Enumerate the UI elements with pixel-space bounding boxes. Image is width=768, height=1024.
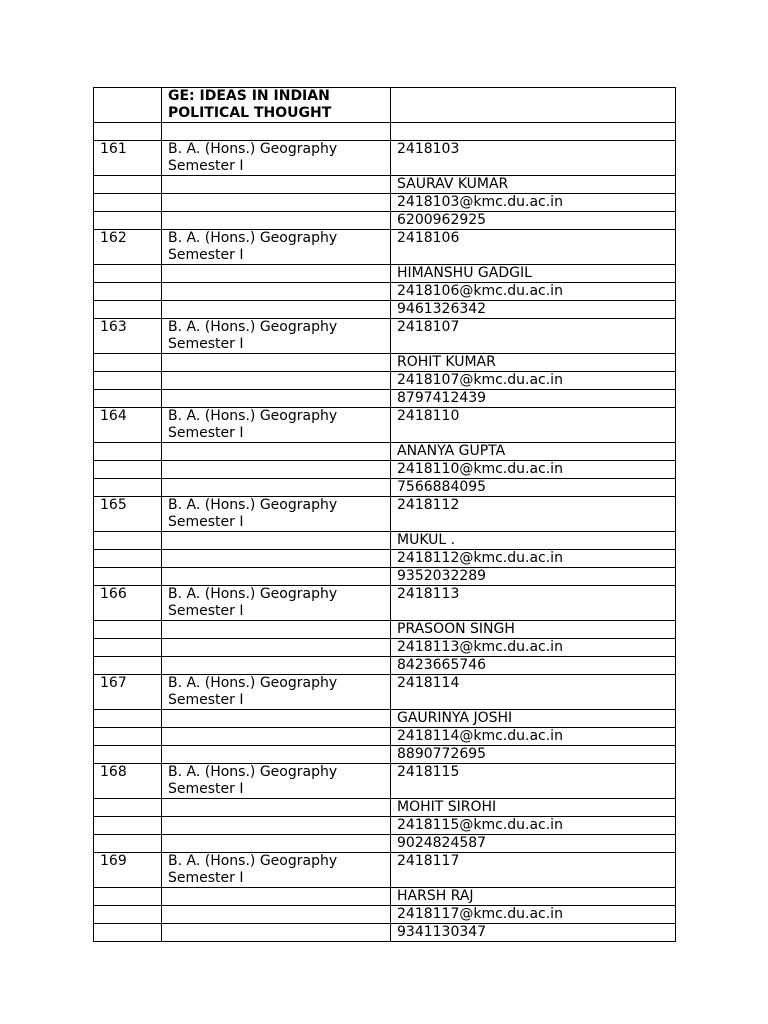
empty-cell xyxy=(94,888,162,906)
empty-cell xyxy=(162,176,391,194)
record-detail-row xyxy=(94,639,676,657)
student-name: ROHIT KUMAR xyxy=(391,354,676,372)
table-body xyxy=(94,88,676,942)
empty-cell xyxy=(94,550,162,568)
spacer-row xyxy=(94,123,676,141)
student-phone: 9341130347 xyxy=(391,924,676,942)
record-detail-row xyxy=(94,194,676,212)
course-semester: Semester I xyxy=(168,692,244,708)
record-main-row xyxy=(94,764,676,799)
course-semester: Semester I xyxy=(168,336,244,352)
empty-cell xyxy=(94,283,162,301)
record-detail-row xyxy=(94,657,676,675)
empty-cell xyxy=(162,906,391,924)
empty-cell xyxy=(162,746,391,764)
record-main-row xyxy=(94,230,676,265)
course-name: B. A. (Hons.) Geography xyxy=(168,408,338,424)
serial-number: 162 xyxy=(94,230,162,265)
record-detail-row xyxy=(94,835,676,853)
empty-cell xyxy=(94,817,162,835)
empty-cell xyxy=(391,123,676,141)
empty-cell xyxy=(94,212,162,230)
empty-cell xyxy=(94,532,162,550)
student-list-table xyxy=(93,87,676,942)
empty-cell xyxy=(94,924,162,942)
empty-cell xyxy=(94,123,162,141)
record-main-row xyxy=(94,141,676,176)
empty-cell xyxy=(162,817,391,835)
record-detail-row xyxy=(94,746,676,764)
empty-cell xyxy=(94,621,162,639)
record-main-row xyxy=(94,853,676,888)
empty-cell xyxy=(162,479,391,497)
header-row xyxy=(94,88,676,123)
student-email: 2418106@kmc.du.ac.in xyxy=(391,283,676,301)
empty-cell xyxy=(94,639,162,657)
student-email: 2418117@kmc.du.ac.in xyxy=(391,906,676,924)
record-detail-row xyxy=(94,354,676,372)
record-detail-row xyxy=(94,817,676,835)
student-phone: 8797412439 xyxy=(391,390,676,408)
empty-cell xyxy=(162,924,391,942)
empty-cell xyxy=(162,123,391,141)
header-cell-empty xyxy=(391,88,676,123)
course-cell xyxy=(162,408,391,443)
student-name: GAURINYA JOSHI xyxy=(391,710,676,728)
record-detail-row xyxy=(94,461,676,479)
empty-cell xyxy=(94,194,162,212)
record-detail-row xyxy=(94,212,676,230)
empty-cell xyxy=(162,799,391,817)
course-semester: Semester I xyxy=(168,247,244,263)
serial-number: 165 xyxy=(94,497,162,532)
student-name: PRASOON SINGH xyxy=(391,621,676,639)
empty-cell xyxy=(94,746,162,764)
record-main-row xyxy=(94,497,676,532)
student-phone: 8890772695 xyxy=(391,746,676,764)
record-detail-row xyxy=(94,710,676,728)
record-detail-row xyxy=(94,906,676,924)
student-email: 2418114@kmc.du.ac.in xyxy=(391,728,676,746)
student-email: 2418107@kmc.du.ac.in xyxy=(391,372,676,390)
empty-cell xyxy=(94,372,162,390)
empty-cell xyxy=(162,354,391,372)
course-name: B. A. (Hons.) Geography xyxy=(168,764,338,780)
empty-cell xyxy=(94,728,162,746)
course-semester: Semester I xyxy=(168,425,244,441)
student-name: SAURAV KUMAR xyxy=(391,176,676,194)
course-semester: Semester I xyxy=(168,158,244,174)
empty-cell xyxy=(94,461,162,479)
empty-cell xyxy=(94,176,162,194)
student-phone: 9352032289 xyxy=(391,568,676,586)
course-cell xyxy=(162,230,391,265)
record-detail-row xyxy=(94,728,676,746)
course-name: B. A. (Hons.) Geography xyxy=(168,675,338,691)
serial-number: 161 xyxy=(94,141,162,176)
empty-cell xyxy=(162,621,391,639)
course-semester: Semester I xyxy=(168,870,244,886)
roll-number: 2418115 xyxy=(391,764,676,799)
serial-number: 167 xyxy=(94,675,162,710)
course-semester: Semester I xyxy=(168,781,244,797)
record-main-row xyxy=(94,675,676,710)
serial-number: 164 xyxy=(94,408,162,443)
record-main-row xyxy=(94,586,676,621)
record-detail-row xyxy=(94,621,676,639)
student-phone: 7566884095 xyxy=(391,479,676,497)
course-cell xyxy=(162,497,391,532)
empty-cell xyxy=(162,710,391,728)
course-name: B. A. (Hons.) Geography xyxy=(168,141,338,157)
course-cell xyxy=(162,764,391,799)
course-cell xyxy=(162,586,391,621)
roll-number: 2418106 xyxy=(391,230,676,265)
student-name: ANANYA GUPTA xyxy=(391,443,676,461)
empty-cell xyxy=(162,532,391,550)
student-name: HIMANSHU GADGIL xyxy=(391,265,676,283)
course-cell xyxy=(162,853,391,888)
course-semester: Semester I xyxy=(168,603,244,619)
empty-cell xyxy=(94,657,162,675)
course-name: B. A. (Hons.) Geography xyxy=(168,497,338,513)
empty-cell xyxy=(162,888,391,906)
course-cell xyxy=(162,319,391,354)
record-detail-row xyxy=(94,479,676,497)
record-detail-row xyxy=(94,568,676,586)
empty-cell xyxy=(94,390,162,408)
empty-cell xyxy=(94,568,162,586)
roll-number: 2418107 xyxy=(391,319,676,354)
course-name: B. A. (Hons.) Geography xyxy=(168,319,338,335)
empty-cell xyxy=(162,443,391,461)
student-phone: 9024824587 xyxy=(391,835,676,853)
record-detail-row xyxy=(94,799,676,817)
student-email: 2418110@kmc.du.ac.in xyxy=(391,461,676,479)
course-name: B. A. (Hons.) Geography xyxy=(168,586,338,602)
empty-cell xyxy=(162,568,391,586)
empty-cell xyxy=(94,265,162,283)
serial-number: 166 xyxy=(94,586,162,621)
empty-cell xyxy=(162,283,391,301)
paper-title: GE: IDEAS IN INDIAN POLITICAL THOUGHT xyxy=(162,88,391,123)
record-detail-row xyxy=(94,372,676,390)
course-cell xyxy=(162,141,391,176)
student-email: 2418115@kmc.du.ac.in xyxy=(391,817,676,835)
empty-cell xyxy=(162,639,391,657)
empty-cell xyxy=(162,372,391,390)
student-email: 2418112@kmc.du.ac.in xyxy=(391,550,676,568)
roll-number: 2418112 xyxy=(391,497,676,532)
record-main-row xyxy=(94,319,676,354)
roll-number: 2418114 xyxy=(391,675,676,710)
record-detail-row xyxy=(94,283,676,301)
empty-cell xyxy=(94,906,162,924)
serial-number: 169 xyxy=(94,853,162,888)
record-detail-row xyxy=(94,443,676,461)
roll-number: 2418103 xyxy=(391,141,676,176)
serial-number: 163 xyxy=(94,319,162,354)
empty-cell xyxy=(94,799,162,817)
student-phone: 9461326342 xyxy=(391,301,676,319)
record-detail-row xyxy=(94,924,676,942)
record-main-row xyxy=(94,408,676,443)
student-phone: 8423665746 xyxy=(391,657,676,675)
header-cell-empty xyxy=(94,88,162,123)
student-name: HARSH RAJ xyxy=(391,888,676,906)
empty-cell xyxy=(162,212,391,230)
roll-number: 2418113 xyxy=(391,586,676,621)
empty-cell xyxy=(162,194,391,212)
course-name: B. A. (Hons.) Geography xyxy=(168,853,338,869)
empty-cell xyxy=(94,835,162,853)
record-detail-row xyxy=(94,888,676,906)
empty-cell xyxy=(162,728,391,746)
student-email: 2418103@kmc.du.ac.in xyxy=(391,194,676,212)
record-detail-row xyxy=(94,176,676,194)
roll-number: 2418117 xyxy=(391,853,676,888)
empty-cell xyxy=(94,301,162,319)
course-name: B. A. (Hons.) Geography xyxy=(168,230,338,246)
record-detail-row xyxy=(94,550,676,568)
empty-cell xyxy=(94,479,162,497)
serial-number: 168 xyxy=(94,764,162,799)
student-phone: 6200962925 xyxy=(391,212,676,230)
empty-cell xyxy=(162,390,391,408)
empty-cell xyxy=(162,265,391,283)
empty-cell xyxy=(94,443,162,461)
student-name: MOHIT SIROHI xyxy=(391,799,676,817)
student-name: MUKUL . xyxy=(391,532,676,550)
empty-cell xyxy=(162,301,391,319)
record-detail-row xyxy=(94,265,676,283)
empty-cell xyxy=(162,550,391,568)
record-detail-row xyxy=(94,301,676,319)
roll-number: 2418110 xyxy=(391,408,676,443)
empty-cell xyxy=(162,835,391,853)
course-cell xyxy=(162,675,391,710)
student-email: 2418113@kmc.du.ac.in xyxy=(391,639,676,657)
record-detail-row xyxy=(94,390,676,408)
course-semester: Semester I xyxy=(168,514,244,530)
empty-cell xyxy=(94,710,162,728)
empty-cell xyxy=(162,657,391,675)
empty-cell xyxy=(94,354,162,372)
empty-cell xyxy=(162,461,391,479)
record-detail-row xyxy=(94,532,676,550)
